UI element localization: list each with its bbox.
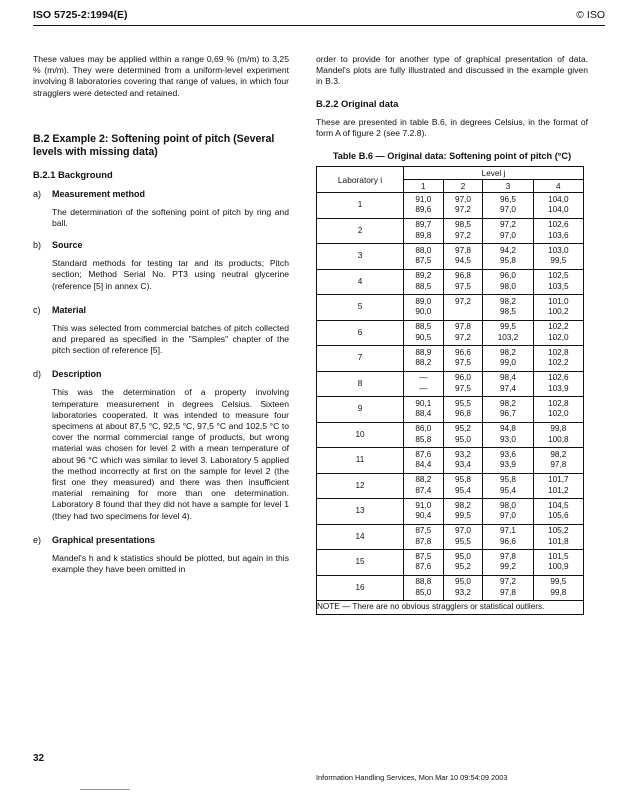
cell-value: 97,2 (500, 577, 516, 587)
cell-value: 99,5 (500, 322, 516, 332)
data-cell (443, 320, 483, 346)
cell-value: 93,6 (500, 449, 516, 459)
item-text: This was selected from commercial batches of pitch collected and prepared as specified in the "Samples" chapter of the pitch section of reference [5]. (52, 322, 289, 356)
cell-value: 91,0 (415, 194, 432, 204)
cell-value: 102,2 (548, 322, 569, 332)
cell-value: 94,2 (500, 245, 516, 255)
page-number: 32 (33, 753, 45, 764)
cell-value: 98,2 (455, 500, 471, 510)
cell-value: 96,8 (455, 409, 471, 419)
data-cell (533, 422, 583, 448)
cell-value: 89,6 (415, 205, 432, 215)
cell-value: 99,0 (500, 358, 516, 368)
item-title: Measurement method (52, 188, 146, 199)
table-caption: Table B.6 — Original data: Softening point of pitch (°C) (332, 151, 572, 162)
data-cell (483, 499, 533, 525)
cell-value: 94,5 (455, 256, 471, 266)
table-row (317, 448, 584, 474)
data-cell (483, 346, 533, 372)
cell-value: 102,8 (548, 398, 569, 408)
table-row (317, 550, 584, 576)
data-cell (483, 371, 533, 397)
intro-paragraph: These values may be applied within a range 0,69 % (m/m) to 3,25 % (m/m). They were determined from a uniform-level experiment involving 8 laboratories covering that range of values, in which four stragglers were detected and retained. (33, 54, 289, 98)
data-cell (404, 499, 444, 525)
cell-value: 97,5 (455, 281, 471, 291)
cell-value: 103,5 (548, 281, 569, 291)
item-label: a) (33, 188, 42, 199)
level-number: 1 (404, 180, 444, 193)
table-row (317, 473, 584, 499)
data-cell (533, 193, 583, 219)
cell-value: 93,9 (500, 460, 516, 470)
data-cell (443, 371, 483, 397)
cell-value: 97,5 (455, 383, 471, 393)
data-cell (533, 244, 583, 270)
cell-value: 98,0 (500, 281, 516, 291)
data-cell (443, 218, 483, 244)
cell-value: 103,2 (497, 332, 519, 342)
data-cell (404, 269, 444, 295)
item-text: Mandel's h and k statistics should be plotted, but again in this example they have been omitted in (52, 552, 289, 575)
cell-value: 99,5 (550, 256, 567, 266)
data-cell (533, 218, 583, 244)
cell-value: 102,0 (548, 409, 569, 419)
table-row (317, 320, 584, 346)
cell-value: 102,5 (548, 271, 569, 281)
data-cell (404, 295, 444, 321)
data-cell (483, 448, 533, 474)
data-cell (443, 473, 483, 499)
right-column (316, 54, 588, 615)
cell-value: 95,0 (455, 551, 471, 561)
cell-value: 95,5 (455, 536, 471, 546)
data-cell (404, 346, 444, 372)
laboratory-header: Laboratory i (317, 167, 404, 193)
level-header: Level j (404, 167, 584, 180)
laboratory-number: 7 (317, 346, 404, 372)
cell-value: 93,2 (455, 587, 471, 597)
cell-value: 87,6 (415, 449, 432, 459)
footer-rule (80, 789, 130, 790)
cell-value: 96,6 (500, 536, 516, 546)
footer-stamp: Information Handling Services, Mon Mar 10 09:54:09 2003 (316, 773, 508, 782)
data-cell (483, 295, 533, 321)
data-cell (443, 575, 483, 601)
cell-value: 101,8 (548, 536, 569, 546)
data-cell (533, 499, 583, 525)
data-cell (483, 397, 533, 423)
cell-value: 97,0 (500, 230, 516, 240)
subsection-original-data: B.2.2 Original data (316, 97, 399, 109)
cell-value: 103,6 (548, 230, 569, 240)
data-cell (443, 524, 483, 550)
cell-value: 104,5 (548, 500, 569, 510)
cell-value: 85,0 (415, 587, 432, 597)
cell-value: 99,8 (550, 424, 567, 434)
cell-value: 101,0 (548, 296, 569, 306)
laboratory-number: 10 (317, 422, 404, 448)
data-cell (404, 218, 444, 244)
cell-value: 95,0 (455, 434, 471, 444)
item-d (33, 369, 289, 521)
cell-value: 90,5 (415, 332, 432, 342)
cell-value: 99,5 (455, 511, 471, 521)
cell-value: 89,2 (415, 271, 432, 281)
cell-value: 91,0 (415, 500, 432, 510)
data-cell (483, 575, 533, 601)
data-cell (483, 269, 533, 295)
subsection-background: B.2.1 Background (33, 168, 113, 180)
item-text: This was the determination of a property involving temperature measurement in degrees Celsius. Sixteen laboratories cooperated. It was intended to measure four specimens at about 87,5 °C, 92,5 °C, 97,5 °C and 102,5 °C to cover the normal commercial range of products, but wrong material was chosen for level 2 with a mean temperature of about 96 °C which was similar to level 3. Laboratory 5 applied the method incorrectly at first on the sample for level 2 (the first one they measured) and there was then insufficient material remaining for more than one determination. Laboratory 8 found that they did not have a sample for level 1 (they had two specimens for level 4). (52, 387, 289, 521)
cell-value: 87,6 (415, 562, 432, 572)
laboratory-number: 2 (317, 218, 404, 244)
cell-value: — (419, 383, 428, 393)
table-row (317, 244, 584, 270)
header-rule (33, 25, 605, 26)
data-cell (404, 320, 444, 346)
item-label: d) (33, 369, 42, 380)
data-cell (483, 244, 533, 270)
cell-value: 93,2 (455, 449, 471, 459)
cell-value: 97,4 (500, 383, 516, 393)
laboratory-number: 13 (317, 499, 404, 525)
cell-value: 88,5 (415, 322, 432, 332)
cell-value: — (419, 373, 428, 383)
cell-value: 87,5 (415, 256, 432, 266)
cell-value: 99,8 (550, 587, 567, 597)
data-cell (483, 218, 533, 244)
cell-value: 95,8 (500, 475, 516, 485)
cell-value: 100,2 (548, 307, 569, 317)
item-title: Source (52, 240, 83, 251)
data-cell (533, 320, 583, 346)
data-cell (533, 550, 583, 576)
data-cell (533, 346, 583, 372)
item-c (33, 305, 289, 357)
item-text: Standard methods for testing tar and its products; Pitch section; Method Serial No. PT3 using neutral glycerine (reference [5] in annex C). (52, 258, 289, 291)
table-row (317, 499, 584, 525)
data-table (316, 166, 584, 601)
data-cell (404, 244, 444, 270)
cell-value: 95,5 (455, 398, 471, 408)
cell-value: 102,6 (548, 373, 569, 383)
item-text: The determination of the softening point of pitch by ring and ball. (52, 206, 289, 229)
cell-value: 93,4 (455, 460, 471, 470)
data-cell (404, 371, 444, 397)
cell-value: 95,4 (455, 485, 471, 495)
cell-value: 88,5 (415, 281, 432, 291)
cell-value: 96,0 (455, 373, 471, 383)
cell-value: 86,0 (415, 424, 432, 434)
cell-value: 98,2 (500, 296, 516, 306)
data-cell (443, 550, 483, 576)
cell-value: 96,0 (500, 271, 516, 281)
data-cell (443, 244, 483, 270)
cell-value: 95,2 (455, 562, 471, 572)
cell-value: 88,8 (415, 577, 432, 587)
laboratory-number: 1 (317, 193, 404, 219)
cell-value: 84,4 (415, 460, 432, 470)
item-title: Material (52, 304, 87, 315)
cell-value: 98,2 (550, 449, 567, 459)
laboratory-number: 12 (317, 473, 404, 499)
cell-value: 97,2 (455, 230, 471, 240)
cell-value: 93,0 (500, 434, 516, 444)
data-cell (443, 346, 483, 372)
cell-value: 105,6 (548, 511, 569, 521)
table-row (317, 397, 584, 423)
section-title: B.2 Example 2: Softening point of pitch (Several levels with missing data) (33, 132, 275, 159)
data-cell (483, 320, 533, 346)
cell-value: 97,2 (455, 296, 471, 306)
cell-value: 100,8 (548, 434, 569, 444)
cell-value: 99,2 (500, 562, 516, 572)
data-intro-paragraph: These are presented in table B.6, in degrees Celsius, in the format of form A of figure 2 (see 7.2.8). (316, 116, 588, 138)
data-cell (533, 448, 583, 474)
cell-value: 96,7 (500, 409, 516, 419)
data-cell (533, 269, 583, 295)
data-cell (404, 473, 444, 499)
cell-value: 97,0 (500, 205, 516, 215)
cell-value: 96,5 (500, 194, 516, 204)
data-cell (443, 193, 483, 219)
data-cell (404, 193, 444, 219)
cell-value: 89,8 (415, 230, 432, 240)
data-cell (443, 397, 483, 423)
data-cell (483, 524, 533, 550)
level-number: 2 (443, 180, 483, 193)
data-cell (443, 295, 483, 321)
cell-value: 104,0 (548, 194, 569, 204)
laboratory-number: 6 (317, 320, 404, 346)
laboratory-number: 11 (317, 448, 404, 474)
table-row (317, 346, 584, 372)
cell-value: 87,4 (415, 485, 432, 495)
data-cell (533, 295, 583, 321)
cell-value: 98,0 (500, 500, 516, 510)
cell-value: 96,6 (455, 347, 471, 357)
cell-value: 97,2 (500, 220, 516, 230)
item-label: e) (33, 534, 42, 545)
laboratory-number: 3 (317, 244, 404, 270)
data-cell (443, 422, 483, 448)
cell-value: 101,2 (548, 485, 569, 495)
data-cell (404, 524, 444, 550)
cell-value: 97,2 (455, 205, 471, 215)
cell-value: 90,4 (415, 511, 432, 521)
header-iso-mark: © ISO (576, 9, 605, 21)
cell-value: 87,5 (415, 551, 432, 561)
laboratory-number: 15 (317, 550, 404, 576)
table-row (317, 193, 584, 219)
data-cell (533, 397, 583, 423)
cell-value: 97,8 (500, 551, 516, 561)
table-row (317, 218, 584, 244)
table-row (317, 524, 584, 550)
continued-paragraph: order to provide for another type of graphical presentation of data. Mandel's plots are fully illustrated and discussed in the example given in B.3. (316, 54, 588, 87)
table-row (317, 295, 584, 321)
cell-value: 97,8 (550, 460, 567, 470)
cell-value: 89,0 (415, 296, 432, 306)
data-cell (404, 575, 444, 601)
data-cell (404, 397, 444, 423)
data-cell (443, 269, 483, 295)
cell-value: 102,6 (548, 220, 569, 230)
cell-value: 97,2 (455, 332, 471, 342)
data-cell (483, 422, 533, 448)
level-number: 4 (533, 180, 583, 193)
cell-value: 98,5 (455, 220, 471, 230)
cell-value: 95,0 (455, 577, 471, 587)
data-cell (443, 448, 483, 474)
cell-value: 101,5 (548, 551, 569, 561)
data-cell (533, 575, 583, 601)
cell-value: 100,9 (548, 562, 569, 572)
table-row (317, 269, 584, 295)
cell-value: 97,0 (500, 511, 516, 521)
cell-value: 98,5 (500, 307, 516, 317)
cell-value: 88,0 (415, 245, 432, 255)
cell-value: 90,0 (415, 307, 432, 317)
cell-value: 97,5 (455, 358, 471, 368)
data-cell (483, 473, 533, 499)
table-row (317, 371, 584, 397)
item-label: b) (33, 240, 42, 251)
cell-value: 101,7 (548, 475, 569, 485)
data-cell (483, 550, 533, 576)
laboratory-number: 5 (317, 295, 404, 321)
cell-value: 104,0 (548, 205, 569, 215)
cell-value: 87,5 (415, 526, 432, 536)
cell-value: 98,2 (500, 347, 516, 357)
cell-value: 90,1 (415, 398, 432, 408)
cell-value (444, 307, 483, 318)
cell-value: 94,8 (500, 424, 516, 434)
data-cell (404, 422, 444, 448)
cell-value: 96,8 (455, 271, 471, 281)
laboratory-number: 14 (317, 524, 404, 550)
cell-value: 95,4 (500, 485, 516, 495)
data-cell (533, 524, 583, 550)
data-cell (483, 193, 533, 219)
item-e (33, 535, 289, 575)
cell-value: 103,9 (548, 383, 569, 393)
item-title: Graphical presentations (52, 534, 156, 545)
cell-value: 97,0 (455, 526, 471, 536)
cell-value: 98,4 (500, 373, 516, 383)
laboratory-number: 16 (317, 575, 404, 601)
cell-value: 95,2 (455, 424, 471, 434)
cell-value: 95,8 (500, 256, 516, 266)
left-column (33, 54, 289, 575)
item-label: c) (33, 304, 41, 315)
table-row (317, 422, 584, 448)
item-b (33, 240, 289, 292)
header-standard-id: ISO 5725-2:1994(E) (33, 9, 128, 21)
item-a (33, 189, 289, 229)
cell-value: 88,2 (415, 358, 432, 368)
cell-value: 88,4 (415, 409, 432, 419)
cell-value: 87,8 (415, 536, 432, 546)
cell-value: 89,7 (415, 220, 432, 230)
cell-value: 95,8 (455, 475, 471, 485)
cell-value: 102,8 (548, 347, 569, 357)
level-number: 3 (483, 180, 533, 193)
data-cell (533, 473, 583, 499)
laboratory-number: 8 (317, 371, 404, 397)
table-row (317, 575, 584, 601)
cell-value: 98,2 (500, 398, 516, 408)
table-note: NOTE — There are no obvious stragglers or statistical outliers. (316, 601, 584, 615)
cell-value: 97,0 (455, 194, 471, 204)
data-cell (443, 499, 483, 525)
cell-value: 88,9 (415, 347, 432, 357)
cell-value: 97,1 (500, 526, 516, 536)
cell-value: 102,0 (548, 332, 569, 342)
cell-value: 97,8 (455, 322, 471, 332)
cell-value: 85,8 (415, 434, 432, 444)
cell-value: 102,2 (548, 358, 569, 368)
item-title: Description (52, 369, 102, 380)
laboratory-number: 9 (317, 397, 404, 423)
laboratory-number: 4 (317, 269, 404, 295)
cell-value: 97,8 (500, 587, 516, 597)
data-cell (404, 448, 444, 474)
cell-value: 103,0 (548, 245, 569, 255)
cell-value: 88,2 (415, 475, 432, 485)
cell-value: 97,8 (455, 245, 471, 255)
cell-value: 99,5 (550, 577, 567, 587)
cell-value: 105,2 (548, 526, 569, 536)
data-cell (533, 371, 583, 397)
data-cell (404, 550, 444, 576)
